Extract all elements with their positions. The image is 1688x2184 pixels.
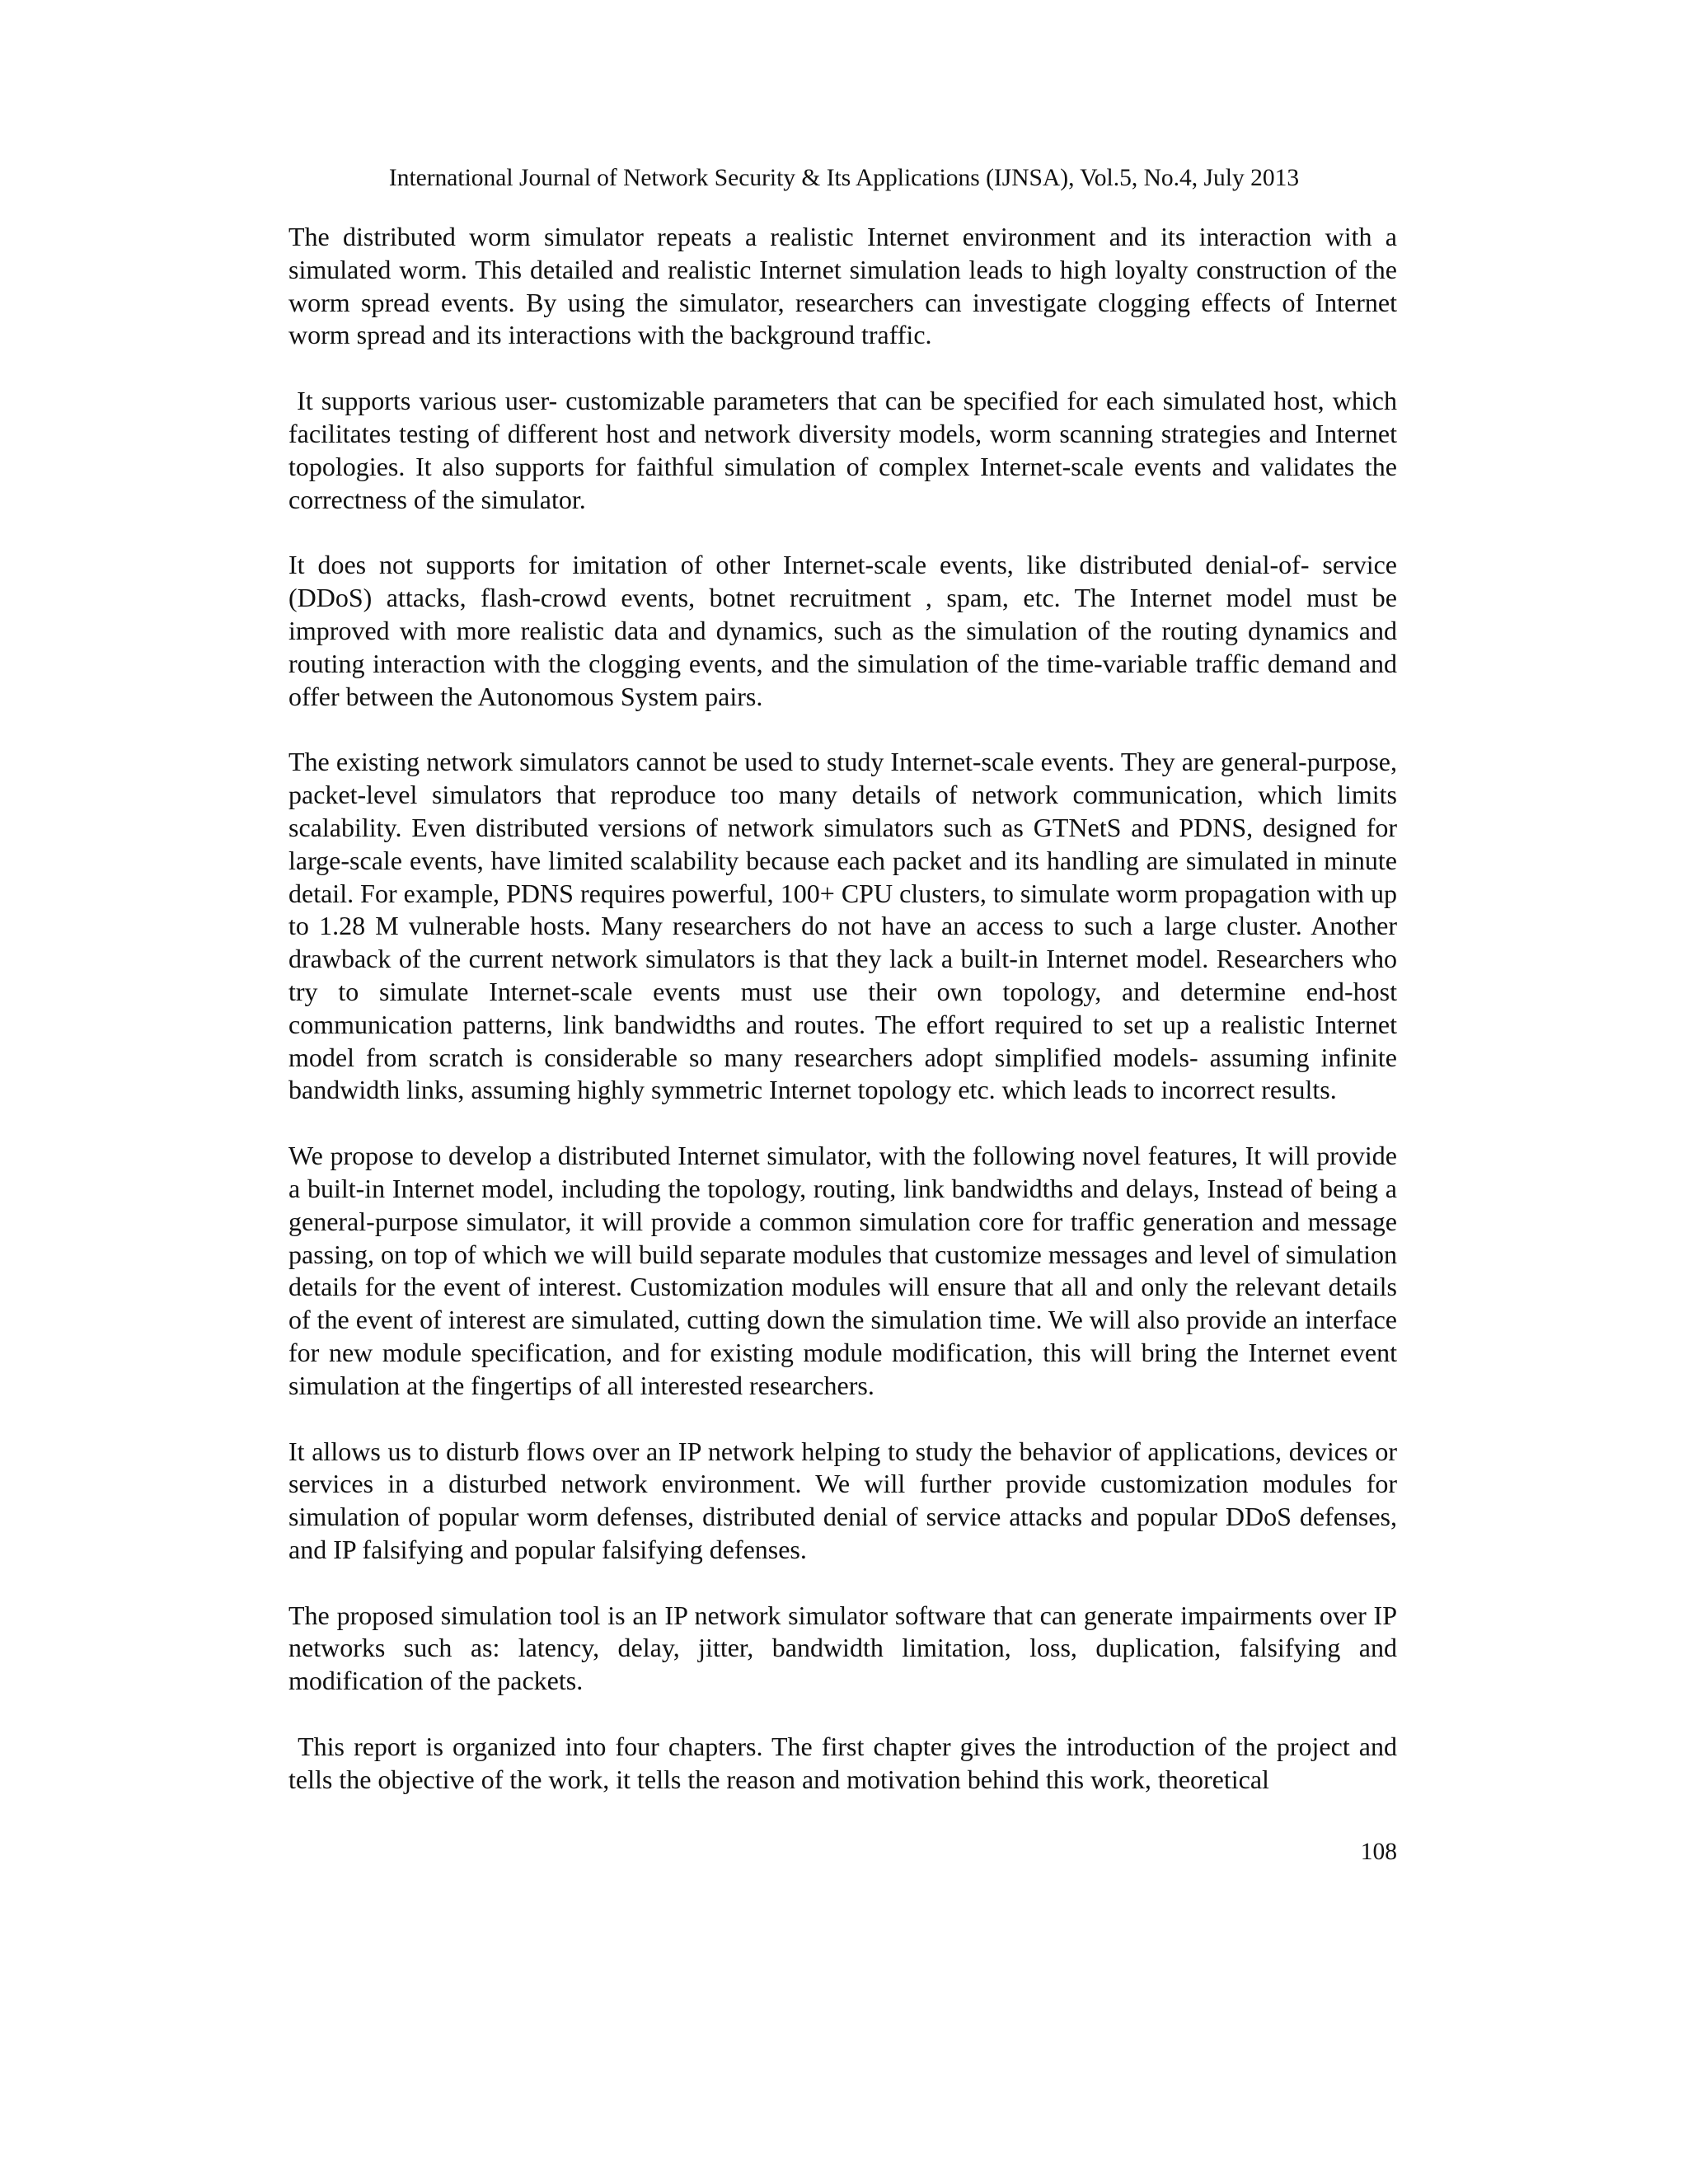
paragraph-proposal: We propose to develop a distributed Internet simulator, with the following novel features, It will provide a built-in Internet model, including the topology, routing, link bandwidths and delays, Instead of being a general-purpose simulator, it will provide a common simulation core for traffic generation and message passing, on top of which we will build separate modules that customize messages and level of simulation details for the event of interest. Customization modules will ensure that all and only the relevant details of the event of interest are simulated, cutting down the simulation time. We will also provide an interface for new module specification, and for existing module modification, this will bring the Internet event simulation at the fingertips of all interested researchers. xyxy=(288,1141,1397,1400)
paragraph-existing-simulators: The existing network simulators cannot be used to study Internet-scale events. They are general-purpose, packet-level simulators that reproduce too many details of network communication, which limits scalability. Even distributed versions of network simulators such as GTNetS and PDNS, designed for large-scale events, have limited scalability because each packet and its handling are simulated in minute detail. For example, PDNS requires powerful, 100+ CPU clusters, to simulate worm propagation with up to 1.28 M vulnerable hosts. Many researchers do not have an access to such a large cluster. Another drawback of the current network simulators is that they lack a built-in Internet model. Researchers who try to simulate Internet-scale events must use their own topology, and determine end-host communication patterns, link bandwidths and routes. The effort required to set up a realistic Internet model from scratch is considerable so many researchers adopt simplified models- assuming infinite bandwidth links, assuming highly symmetric Internet topology etc. which leads to incorrect results. xyxy=(288,747,1397,1105)
running-header: International Journal of Network Security & Its Applications (IJNSA), Vol.5, No.4, July 2013 xyxy=(388,165,1300,191)
paragraph-simulation-tool: The proposed simulation tool is an IP network simulator software that can generate impairments over IP networks such as: latency, delay, jitter, bandwidth limitation, loss, duplication, falsifying and modification of the packets. xyxy=(288,1600,1397,1696)
paragraph-customizable-parameters: It supports various user- customizable parameters that can be specified for each simulated host, which facilitates testing of different host and network diversity models, worm scanning strategies and Internet topologies. It also supports for faithful simulation of complex Internet-scale events and validates the correctness of the simulator. xyxy=(288,386,1398,514)
paragraph-report-organization: This report is organized into four chapters. The first chapter gives the introduction of the project and tells the objective of the work, it tells the reason and motivation behind this work, theoretical xyxy=(288,1732,1398,1794)
body-text xyxy=(288,221,1397,1830)
paragraph-worm-simulator: The distributed worm simulator repeats a realistic Internet environment and its interaction with a simulated worm. This detailed and realistic Internet simulation leads to high loyalty construction of the worm spread events. By using the simulator, researchers can investigate clogging effects of Internet worm spread and its interactions with the background traffic. xyxy=(288,222,1397,350)
paragraph-limitations: It does not supports for imitation of other Internet-scale events, like distributed denial-of- service (DDoS) attacks, flash-crowd events, botnet recruitment , spam, etc. The Internet model must be improved with more realistic data and dynamics, such as the simulation of the routing dynamics and routing interaction with the clogging events, and the simulation of the time-variable traffic demand and offer between the Autonomous System pairs. xyxy=(288,550,1397,711)
paragraph-disturb-flows: It allows us to disturb flows over an IP network helping to study the behavior of applications, devices or services in a disturbed network environment. We will further provide customization modules for simulation of popular worm defenses, distributed denial of service attacks and popular DDoS defenses, and IP falsifying and popular falsifying defenses. xyxy=(288,1436,1397,1564)
page-number: 108 xyxy=(1360,1839,1397,1865)
